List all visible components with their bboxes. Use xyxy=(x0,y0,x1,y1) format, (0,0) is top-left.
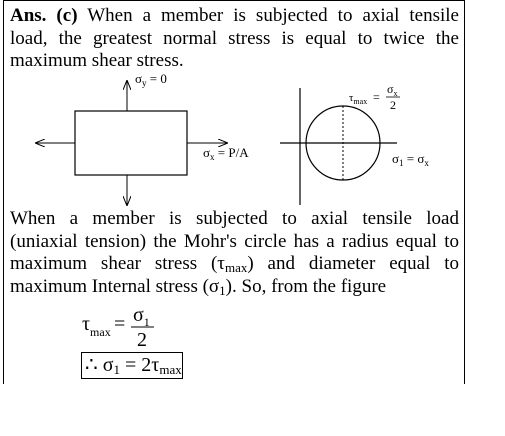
formula1-den: 2 xyxy=(137,329,147,351)
formula1-num: $\sigma_1$ xyxy=(133,304,150,329)
formula2-rest: = 2τ xyxy=(120,354,160,376)
tau-eq: = xyxy=(373,90,380,104)
explanation-line-4 xyxy=(10,276,459,299)
tau-max-label: $\tau_{max}$ xyxy=(349,92,368,106)
answer-prefix: Ans. (c) xyxy=(10,5,78,26)
formula2-tau-sub: max xyxy=(159,362,182,377)
explanation-line-3-sub: max xyxy=(224,260,248,275)
explanation-line-2: (uniaxial tension) the Mohr's circle has a radius equal to xyxy=(10,230,459,252)
explanation-line-3-a: maximum shear stress (τ xyxy=(10,253,225,274)
sigma-x-frac-den: 2 xyxy=(390,98,396,112)
explanation-line-3-b: ) and diameter equal to xyxy=(247,253,459,274)
sigma-x-frac-num: $\sigma_x$ xyxy=(387,82,398,98)
explanation-line-4-a: maximum Internal stress (σ xyxy=(10,275,220,297)
explanation-paragraph xyxy=(10,208,459,298)
sigma-y-label: $\sigma_y = 0$ xyxy=(135,71,167,88)
sigma-x-label: $\sigma_x = P/A$ xyxy=(203,145,249,162)
element-block xyxy=(75,111,187,175)
answer-line-1-text: When a member is subjected to axial tensile xyxy=(87,5,459,26)
explanation-line-4-sub: 1 xyxy=(219,282,226,298)
formula2-sigma-sub: 1 xyxy=(113,362,121,377)
boxed-result-formula xyxy=(81,352,183,379)
sigma1-label: $\sigma_1 = \sigma_x$ xyxy=(392,151,429,168)
answer-line-3: maximum shear stress. xyxy=(10,50,184,71)
explanation-line-1: When a member is subjected to axial tensile load xyxy=(10,208,459,229)
explanation-line-3 xyxy=(10,253,459,276)
formula1-lhs: $\tau_{max}$ xyxy=(82,313,111,339)
answer-line-2: load, the greatest normal stress is equal to twice the xyxy=(10,27,459,49)
formula1-eq: = xyxy=(114,313,126,335)
therefore-symbol: ∴ xyxy=(85,354,98,376)
formula2-sigma: σ xyxy=(102,354,114,376)
explanation-line-4-b: ). So, from the figure xyxy=(225,275,387,297)
